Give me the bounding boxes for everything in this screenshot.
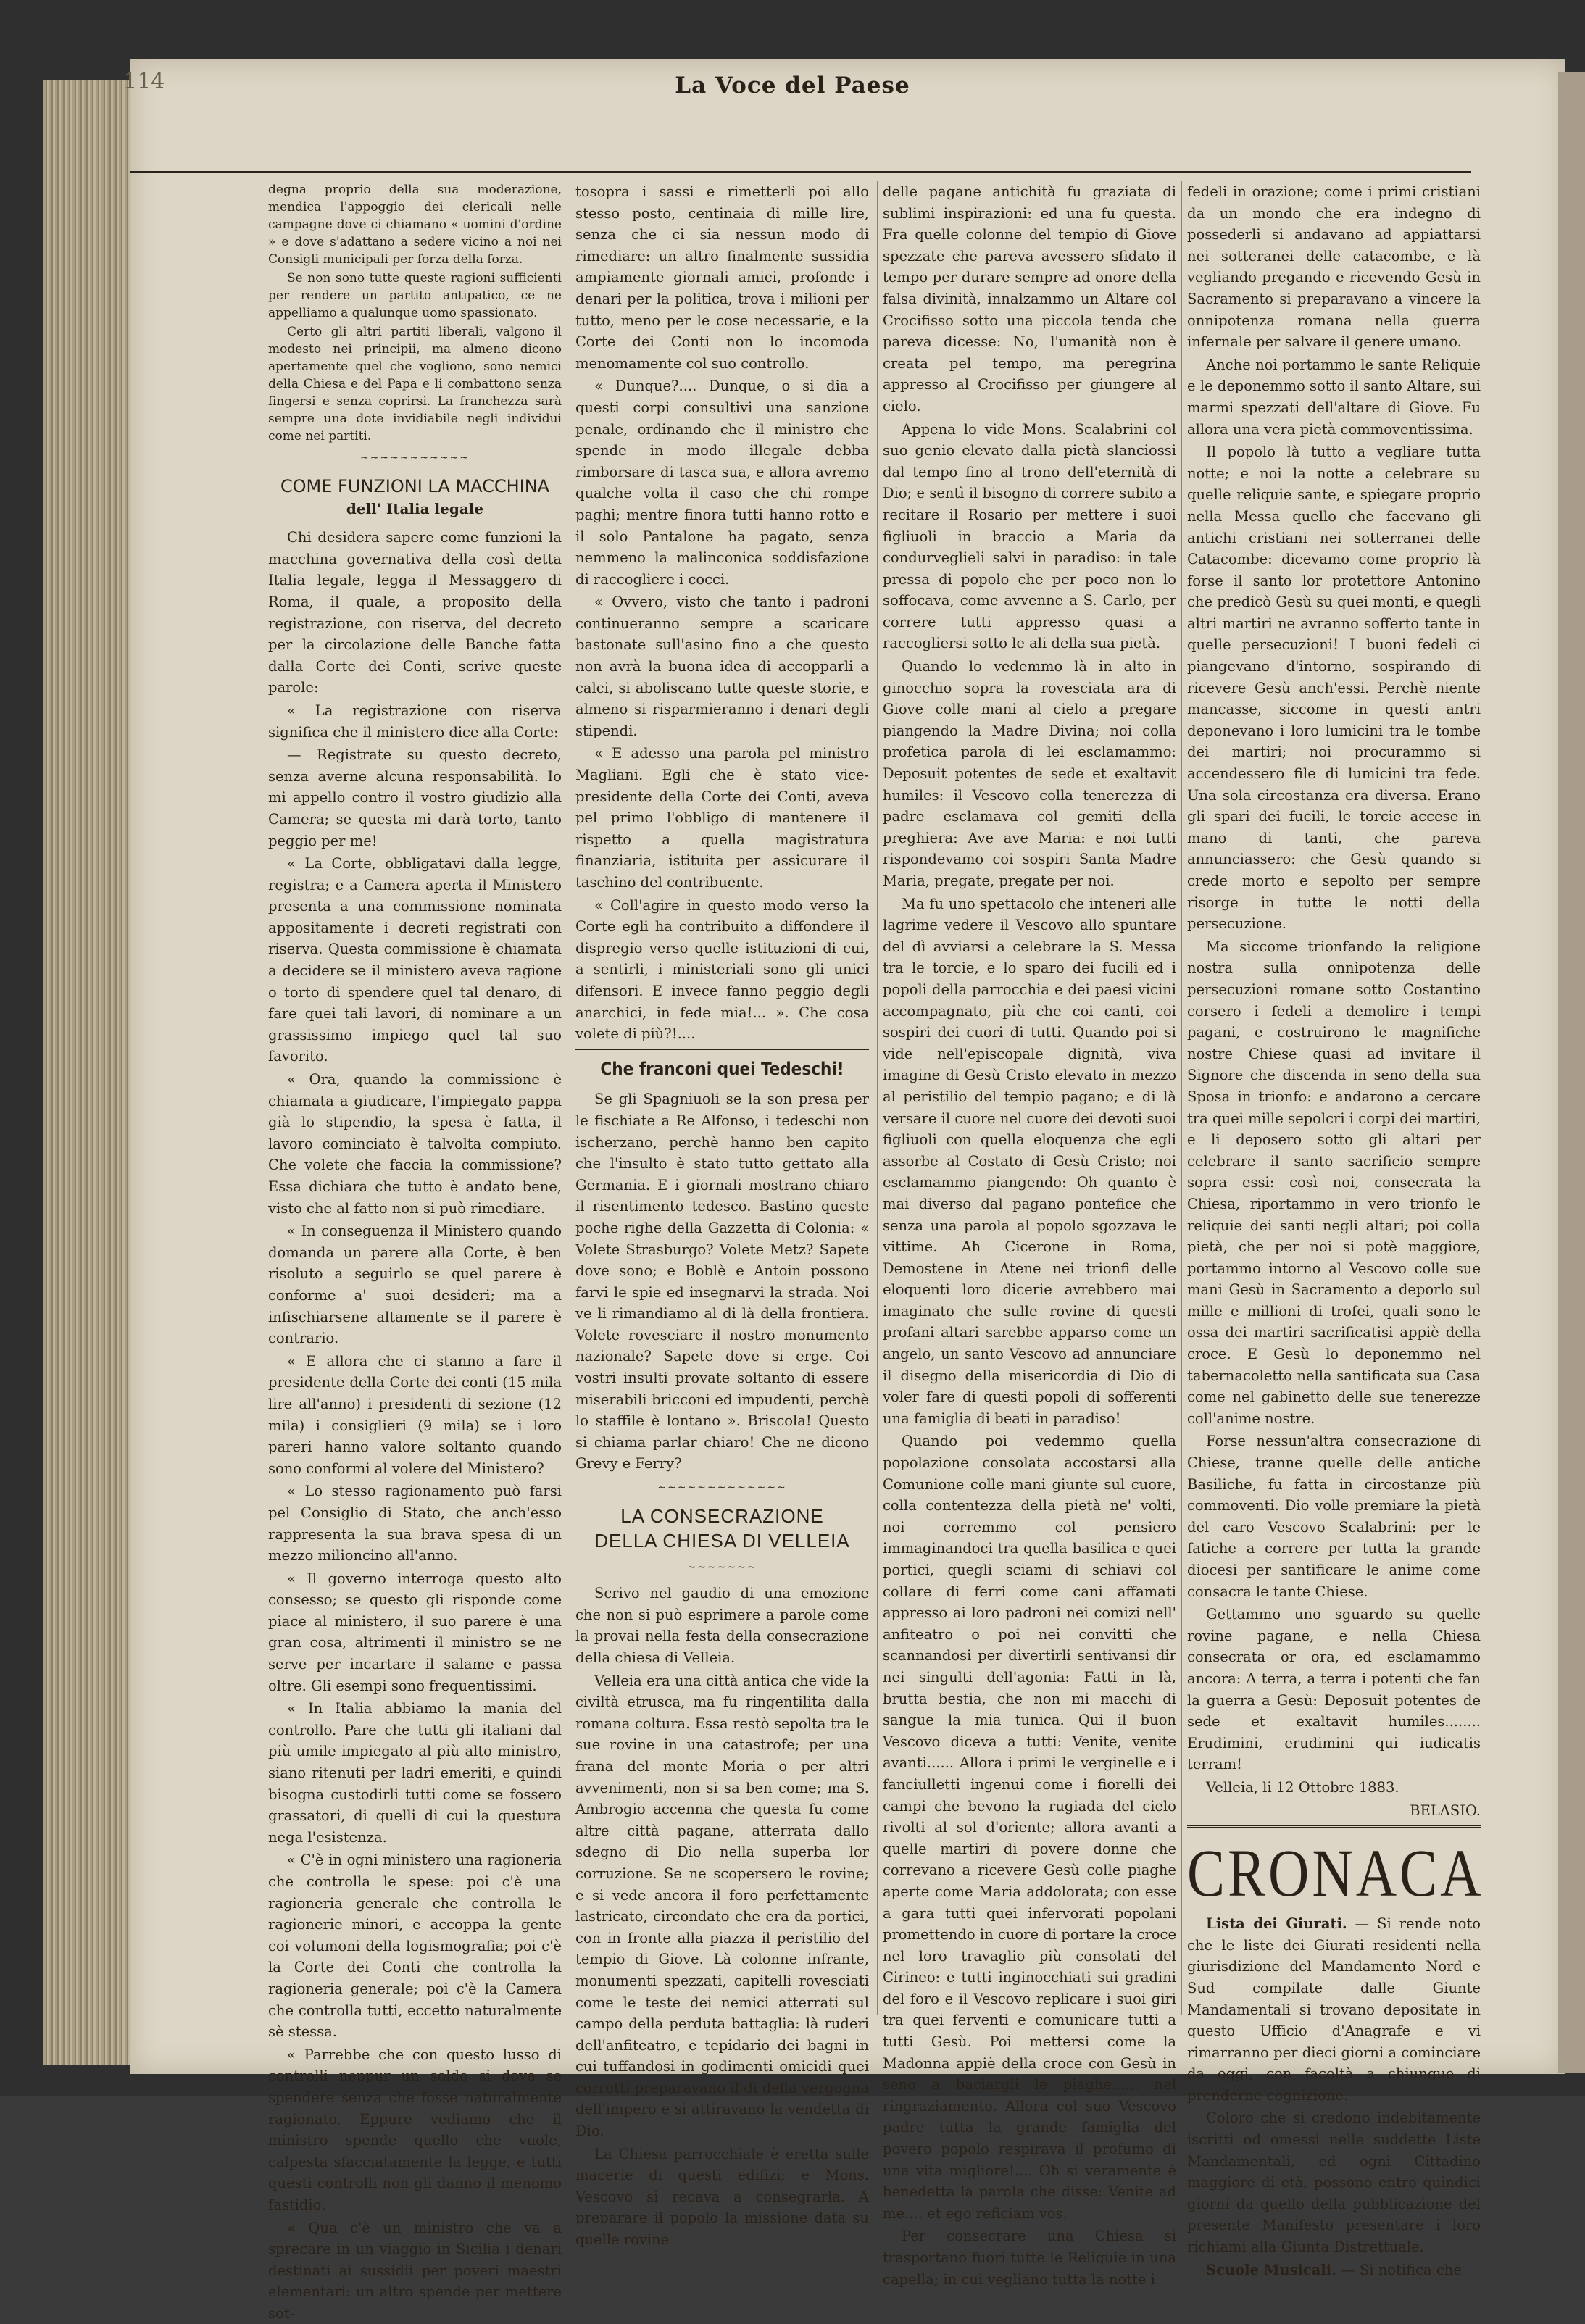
article-paragraph: Anche noi portammo le sante Reliquie e le deponemmo sotto il santo Altare, sui marmi spezzati dell'altare di Giove. Fu allora una vera pietà commoventissima. (1187, 354, 1481, 440)
article-paragraph: tosopra i sassi e rimetterli poi allo stesso posto, centinaia di mille lire, senza che ci sia nessun modo di rimediare: un altro finalmente sussidia ampiamente giornali amici, profonde i denari per la politica, trova i milioni per tutto, meno per le cose necessarie, e la Corte dei Conti non lo incomoda menomamente col suo controllo. (575, 181, 869, 374)
ornament-divider: ~~~~~~~~~~~~~ (575, 1478, 869, 1499)
article-paragraph: delle pagane antichità fu graziata di sublimi inspirazioni: ed una fu questa. Fra quelle colonne del tempio di Giove spezzate che pareva avessero sfidato il tempo per durare sempre ad onore della falsa divinità, innalzammo un Altare col Crocifisso sotto una piccola tenda che pareva dicesse: No, l'umanità non è creata pel tempo, ma peregrina appresso al Crocifisso per giungere al cielo. (883, 181, 1176, 417)
article-paragraph: — Registrate su questo decreto, senza averne alcuna responsabilità. Io mi appello contro il vostro giudizio alla Camera; se questa mi darà torto, tanto peggio per me! (268, 744, 562, 851)
article-subhead: dell' Italia legale (268, 499, 562, 520)
column-3 (883, 181, 1176, 2022)
headline-line-2: DELLA CHIESA DI VELLEIA (575, 1528, 869, 1553)
article-paragraph: « Dunque?.... Dunque, o si dia a questi corpi consultivi una sanzione penale, ordinando che il ministro che spende in modo illegale debba rimborsare di tasca sua, e allora avremo qualche volta il caso che chi rompe paghi; mentre finora tutti hanno rotto e il solo Pantalone ha pagato, senza nemmeno la malinconica soddisfazione di raccogliere i cocci. (575, 375, 869, 590)
section-title-cronaca: CRONACA (1187, 1834, 1481, 1912)
article-paragraph: Quando lo vedemmo là in alto in ginocchio sopra la rovesciata ara di Giove colle mani al cielo a pregare piangendo la Madre Divina; noi colla profetica parola di lei esclamammo: Deposuit potentes de sede et exaltavit humiles: il Vescovo colla tenerezza di padre esclamava col gemiti della preghiera: Ave ave Maria: e noi tutti rispondevamo coi sospiri Santa Madre Maria, pregate, pregate per noi. (883, 656, 1176, 892)
article-paragraph: « In Italia abbiamo la mania del controllo. Pare che tutti gli italiani dal più umile impiegato al più alto ministro, siano ritenuti per ladri emeriti, e quindi bisogna custodirli tutti come se fossero grassatori, di quelli di cui la questura nega l'esistenza. (268, 1698, 562, 1848)
article-paragraph: Appena lo vide Mons. Scalabrini col suo genio elevato dalla pietà slanciossi dal tempo fino al trono dell'eternità di Dio; e sentì il bisogno di correre subito a recitare il Rosario per mettere i suoi figliuoli in braccio a Maria da condurveglieli salvi in paradiso: in tale pressa di popolo che per poco non lo soffocava, come avvenne a S. Carlo, per correre tutti appresso quasi a raccogliersi sotto le ali della sua pietà. (883, 419, 1176, 655)
article-paragraph: « E allora che ci stanno a fare il presidente della Corte dei conti (15 mila lire all'anno) i presidenti di sezione (12 mila) i consiglieri (9 mila) se i loro pareri hanno valore soltanto quando sono conformi al volere del Ministero? (268, 1351, 562, 1480)
masthead: La Voce del Paese (0, 72, 1585, 99)
article-paragraph: Gettammo uno sguardo su quelle rovine pagane, e nella Chiesa consecrata or ora, ed esclamammo ancora: A terra, a terra i potenti che fan la guerra a Gesù: Deposuit potentes de sede et exaltavit humiles........ Erudimini, erudimini qui iudicatis terram! (1187, 1604, 1481, 1775)
article-paragraph: Scrivo nel gaudio di una emozione che non si può esprimere a parole come la provai nella festa della consecrazione della chiesa di Velleia. (575, 1583, 869, 1668)
news-item-title: Scuole Musicali. (1206, 2262, 1336, 2278)
article-date: Velleia, li 12 Ottobre 1883. (1187, 1777, 1481, 1799)
news-item-text: — Si rende noto che le liste dei Giurati residenti nella giurisdizione del Mandamento Nord e Sud compilate dalle Giunte Mandamentali si trovano depositate in questo Ufficio d'Anagrafe e vi rimarranno per dieci giorni a cominciare da oggi, con facoltà a chiunque di prenderne cognizione. (1187, 1915, 1481, 2104)
article-paragraph: « Ovvero, visto che tanto i padroni continueranno sempre a scaricare bastonate sull'asino fino a che questo non avrà la buona idea di accopparli a calci, si aboliscano tutte queste storie, e almeno si risparmieranno i denari degli stipendi. (575, 591, 869, 741)
article-headline (575, 1504, 869, 1553)
article-paragraph: La Chiesa parrocchiale è eretta sulle macerie di questi edifizi; e Mons. Vescovo si recava a consegrarla. A preparare il popolo la missione data su quelle rovine (575, 2144, 869, 2251)
news-item-title: Lista dei Giurati. (1206, 1915, 1347, 1932)
section-rule (575, 1049, 869, 1051)
news-item-text: Coloro che si credono indebitamente iscritti od omessi nelle suddette Liste Mandamentali, ed ogni Cittadino maggiore di età, possono entro quindici giorni da quello della pubblicazione del presente Manifesto presentare i loro richiami alla Giunta Distrettuale. (1187, 2107, 1481, 2257)
article-paragraph: Ma siccome trionfando la religione nostra sulla onnipotenza delle persecuzioni romane sotto Costantino corsero i fedeli a demolire i tempi pagani, e costruirono le magnifiche nostre Chiese quasi ad invitare il Signore che discenda in seno della sua Sposa in trionfo: e andarono a cercare tra quei mille sepolcri i corpi dei martiri, e li deposero sotto gli altari per celebrare il santo sacrificio sempre sopra essi: così noi, consecrata la Chiesa, riportammo in vero trionfo le reliquie dei santi negli altari; poi colla pietà, che per noi si potè maggiore, portammo intorno al Vescovo colle sue mani Gesù in Sacramento a deporlo sul mille e millioni di trofei, quali sono le ossa dei martiri sacrificatisi appiè della croce. E Gesù lo deponemmo nel tabernacoletto nella santificata sua Casa come nel gabinetto delle sue tenerezze coll'anime nostre. (1187, 936, 1481, 1430)
article-paragraph: Chi desidera sapere come funzioni la macchina governativa della così detta Italia legale, legga il Messaggero di Roma, il quale, a proposito della registrazione, con riserva, del decreto per la circolazione delle Banche fatta dalla Corte dei Conti, scrive queste parole: (268, 527, 562, 699)
article-paragraph: Se gli Spagniuoli se la son presa per le fischiate a Re Alfonso, i tedeschi non ischerzano, perchè hanno ben capito che l'insulto è stato tutto gettato alla Germania. E i giornali mostrano chiaro il risentimento tedesco. Bastino queste poche righe della Gazzetta di Colonia: « Volete Strasburgo? Volete Metz? Sapete dove sono; e Boblè e Antoin possono farvi le spie ed insegnarvi la strada. Noi ve li rimandiamo al di là della frontiera. Volete rovesciare il nostro monumento nazionale? Sapete dove si erge. Coi vostri insulti provate soltanto di essere miserabili bricconi ed impudenti, perchè lo staffile è lontano ». Briscola! Questo si chiama parlar chiaro! Che ne dicono Grevy e Ferry? (575, 1088, 869, 1475)
column-separator (1181, 181, 1182, 2015)
ornament-divider: ~~~~~~~~~~~ (268, 448, 562, 470)
article-paragraph: « Coll'agire in questo modo verso la Corte egli ha contribuito a diffondere il dispregio verso quelle istituzioni di cui, a sentirli, i ministeriali sono gli unici difensori. E invece fanno peggio degli anarchici, in fede mia!... ». Che cosa volete di più?!.... (575, 895, 869, 1045)
article-paragraph: Il popolo là tutto a vegliare tutta notte; e noi la notte a celebrare su quelle reliquie sante, e spiegare proprio nella Messa quello che facevano gli antichi cristiani nei sotterranei delle Catacombe: dicevamo come proprio là forse il santo lor protettore Antonino che predicò Gesù su quei monti, e quegli altri martiri ne avranno sofferto tante in quelle persecuzioni! I buoni fedeli ci piangevano d'intorno, sospirando di ricevere Gesù anch'essi. Perchè niente mancasse, siccome in questi antri deponevano i loro lumicini tra le tombe dei martiri; noi procurammo si accendessero file di lumicini tra fede. Una sola circostanza era diversa. Erano gli spari dei fucili, le torcie accese in mano di tanti, che pareva annunciassero: che Gesù quando si crede morto e sepolto per sempre risorge in tutte le notti della persecuzione. (1187, 441, 1481, 935)
article-signature: BELASIO. (1187, 1800, 1481, 1822)
article-paragraph: fedeli in orazione; come i primi cristiani da un mondo che era indegno di possederli si andavano ad appiattarsi nei sotteranei delle catacombe, e là vegliando pregando e ricevendo Gesù in Sacramento si preparavano a vincere la onnipotenza romana nella guerra infernale per salvare il genere umano. (1187, 181, 1481, 353)
article-paragraph: Forse nessun'altra consecrazione di Chiese, tranne quelle delle antiche Basiliche, fu fatta in circostanze più commoventi. Dio volle premiare la pietà del caro Vescovo Scalabrini: per le fatiche a correre per tutta la grande diocesi per santificare le anime come consacra le tante Chiese. (1187, 1430, 1481, 1602)
article-paragraph: « Parrebbe che con questo lusso di controlli neppur un soldo si dove se spendere senza che fosse naturalmente ragionato. Eppure vediamo che il ministro spende quello che vuole, calpesta sfacciatamente la legge, e tutti questi controlli non gli danno il menomo fastidio. (268, 2044, 562, 2216)
article-paragraph: « La Corte, obbligatavi dalla legge, registra; e a Camera aperta il Ministero presenta a una commissione nominata appositamente i decreti registrati con riserva. Questa commissione è chiamata a decidere se il ministero aveva ragione o torto di spendere quel tal denaro, di fare quei tali lavori, di nominare a un grassissimo impiego quel tal suo favorito. (268, 853, 562, 1067)
article-paragraph: Per consecrare una Chiesa si trasportano fuori tutte le Reliquie in una capella; in cui vegliano tutta la notte i (883, 2225, 1176, 2290)
article-paragraph: « Ora, quando la commissione è chiamata a giudicare, l'impiegato pappa già lo stipendio, la spesa è fatta, il lavoro cominciato è talvolta compiuto. Che volete che faccia la commissione? Essa dichiara che tutto è andato bene, visto che al fatto non si può rimediare. (268, 1069, 562, 1219)
headline-line-1: LA CONSECRAZIONE (575, 1504, 869, 1528)
article-paragraph: « E adesso una parola pel ministro Magliani. Egli che è stato vice-presidente della Corte dei Conti, aveva pel primo l'obbligo di mantenere il rispetto a quella magistratura finanziaria, istituita per assicurare il taschino del contribuente. (575, 743, 869, 893)
col1-intro-1: degna proprio della sua moderazione, mendica l'appoggio dei clericali nelle campagne dove ci chiamano « uomini d'ordine » e dove s'adattano a sedere vicino a noi nei Consigli municipali per forza della forza. (268, 181, 562, 268)
news-item-text: — Si notifica che (1341, 2262, 1462, 2278)
col1-intro-2: Se non sono tutte queste ragioni sufficienti per rendere un partito antipatico, ce ne appelliamo a qualunque uomo spassionato. (268, 270, 562, 322)
col1-intro-3: Certo gli altri partiti liberali, valgono il modesto nei principii, ma almeno dicono apertamente quel che vogliono, sono nemici della Chiesa e del Papa e li combattono senza fingersi e senza coprirsi. La franchezza sarà sempre una dote invidiabile negli individui come nei partiti. (268, 323, 562, 445)
article-paragraph: « Lo stesso ragionamento può farsi pel Consiglio di Stato, che anch'esso rappresenta la sua brava spesa di un mezzo milioncino all'anno. (268, 1480, 562, 1566)
masthead-rule (130, 171, 1471, 173)
column-separator (877, 181, 878, 2015)
article-paragraph: « C'è in ogni ministero una ragioneria che controlla le spese: poi c'è una ragioneria generale che controlla le ragionerie minori, e accoppa la gente coi volumoni della logismografia; poi c'è la Corte dei Conti che controlla la ragioneria generale; poi c'è la Camera che controlla tutti, eccetto naturalmente sè stessa. (268, 1849, 562, 2042)
page-number: 114 (123, 69, 165, 94)
article-paragraph: Velleia era una città antica che vide la civiltà etrusca, ma fu ringentilita dalla romana coltura. Essa restò sepolta tra le sue rovine in una catastrofe; per una frana del monte Moria o per altri avvenimenti, non si sa ben come; ma S. Ambrogio accenna che questa fu come altre città pagane, atterrata dallo sdegno di Dio nella superba lor corruzione. Se ne scopersero le rovine; e si vede ancora il foro perfettamente lastricato, circondato che era da portici, con in fronte alla piazza il peristilio del tempio di Giove. Là colonne infrante, monumenti spezzati, capitelli rovesciati come le teste dei nemici atterrati sul campo della perduta battaglia: là ruderi dell'anfiteatro, e tepidario dei bagni in cui tuffandosi in godimenti omicidi quei corrotti preparavano il dì della vergogna dell'impero e si attiravano la vendetta di Dio. (575, 1670, 869, 2142)
article-paragraph: « In conseguenza il Ministero quando domanda un parere alla Corte, è ben risoluto a seguirlo se quel parere è conforme a' suoi desideri; ma a infischiarsene altamente se il parere è contrario. (268, 1220, 562, 1349)
article-paragraph: Ma fu uno spettacolo che inteneri alle lagrime vedere il Vescovo allo spuntare del dì avviarsi a celebrare la S. Messa tra le torcie, e lo sparo dei fucili ed i popoli della parrocchia e dei paesi vicini accompagnato, più che coi canti, coi sospiri dei cuori di tutti. Quando poi si vide nell'episcopale dignità, viva imagine di Gesù Cristo elevato in mezzo al peristilio del tempio pagano; e di là versare il cuore nel cuore dei devoti suoi figliuoli con quella eloquenza che egli assorbe al Costato di Gesù Cristo; noi esclamammo piangendo: Oh quanto è mai diverso dal pagano pontefice che senza una parola al popolo sgozzava le vittime. Ah Cicerone in Roma, Demostene in Atene nei trionfi delle eloquenti loro dicerie avrebbero mai imaginato che sulle rovine di questi profani altari sarebbe apparso come un angelo, un santo Vescovo ad annunciare il disegno della misericordia di Dio di voler fare di questi popoli di sofferenti una famiglia di beati in paradiso! (883, 894, 1176, 1430)
article-paragraph: « La registrazione con riserva significa che il ministero dice alla Corte: (268, 700, 562, 743)
book-right-edge (1558, 72, 1585, 2073)
column-4 (1187, 181, 1481, 2022)
column-2 (575, 181, 869, 2022)
column-1 (268, 181, 562, 2022)
article-paragraph: Quando poi vedemmo quella popolazione consolata accostarsi alla Comunione colle mani giunte sul cuore, colla contentezza della pietà ne' volti, noi corremmo col pensiero immaginandoci tra quella basilica e quei portici, quegli sciami di schiavi col collare di ferri come cani affamati appresso ai loro padroni nei comizi nell' anfiteatro o poi nei convitti che scannandosi per divertirli sentivansi dir nei singulti dell'agonia: Fatti in là, brutta bestia, che non mi macchi di sangue la mia tunica. Qui il buon Vescovo diceva a tutti: Venite, venite avanti...... Allora i primi le verginelle e i fanciulletti ingenui come i fiorelli dei campi che bevono la rugiada del cielo rivolti al sol d'oriente; allora avanti a quelle martiri di povere donne che correvano a ricevere Gesù colle piaghe aperte come Maria addolorata; con esse a gara tutti quei infervorati popolani promettendo in cuore di portare la croce nel loro travaglio più consolati del Cirineo: e tutti inginocchiati sui gradini del foro e il Vescovo replicare i suoi giri tra quei ferventi e comunicare tutti a tutti Gesù. Poi mettersi come la Madonna appiè della croce con Gesù in seno a baciargli le piaghe...... nel ringraziamento. Allora col suo Vescovo padre tutta la grande famiglia del povero popolo respirava il profumo di una vita migliore!.... Oh si veramente è benedetta la parola che disse: Venite ad me.... et ego reficiam vos. (883, 1430, 1176, 2224)
article-headline: Che franconi quei Tedeschi! (575, 1059, 869, 1080)
article-paragraph: « Il governo interroga questo alto consesso; se questo gli risponde come piace al ministero, il suo parere è una gran cosa, altrimenti il ministro se ne serve per incartare il salame e passa oltre. Gli esempi sono frequentissimi. (268, 1568, 562, 1697)
article-paragraph: « Qua c'è un ministro che va a sprecare in un viaggio in Sicilia i denari destinati ai sussidii per poveri maestri elementari: un altro spende per mettere sot- (268, 2217, 562, 2324)
ornament-divider: ~~~~~~~ (575, 1557, 869, 1579)
section-rule (1187, 1825, 1481, 1828)
article-headline: COME FUNZIONI LA MACCHINA (268, 475, 562, 497)
